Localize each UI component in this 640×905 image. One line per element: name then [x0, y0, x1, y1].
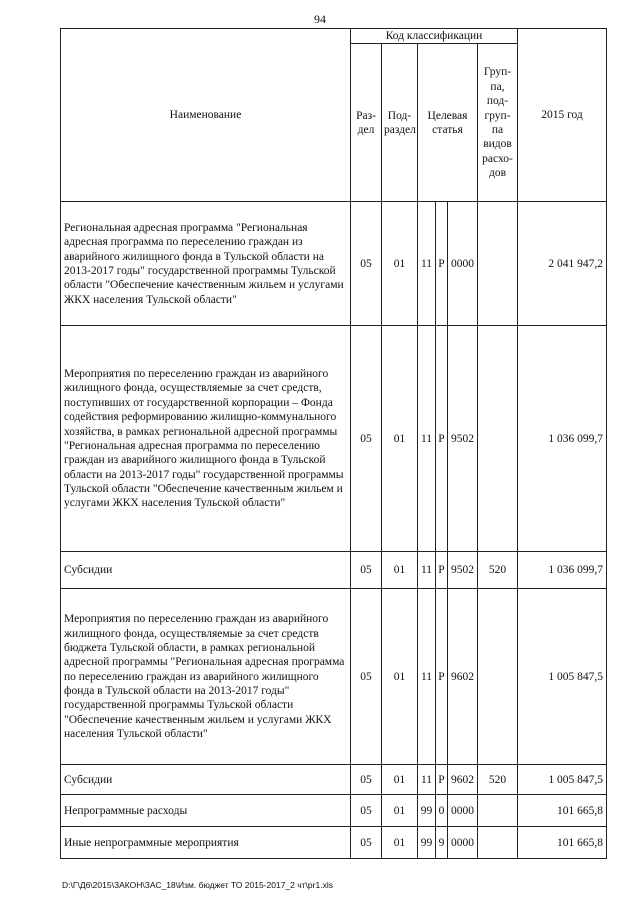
row-cs3: 0000 — [448, 795, 478, 827]
header-expense-group: Груп- па, под- груп- па видов расхо- дов — [478, 44, 518, 202]
row-podrazdel: 01 — [382, 202, 418, 326]
row-cs1: 11 — [418, 202, 436, 326]
row-cs2: Р — [436, 552, 448, 589]
row-cs3: 9602 — [448, 765, 478, 795]
row-vr — [478, 202, 518, 326]
row-razdel: 05 — [351, 326, 382, 552]
row-vr — [478, 827, 518, 859]
row-name: Мероприятия по переселению граждан из аварийного жилищного фонда, осуществляемые за счет средств бюджета Тульской области, в рамках региональной адресной программы "Региональная адресная программа по переселению граждан из аварийного жилищного фонда в Тульской области на 2013-2017 годы" государственной программы Тульской области "Обеспечение качественным жильем и услугами ЖКХ населения Тульской области" — [61, 589, 351, 765]
row-podrazdel: 01 — [382, 552, 418, 589]
file-path-footer: D:\Г\Д6\2015\ЗАКОН\ЗАС_18\Изм. бюджет ТО 2015-2017_2 чт\pr1.xls — [62, 880, 333, 890]
row-razdel: 05 — [351, 827, 382, 859]
table-row — [61, 589, 607, 765]
row-cs1: 99 — [418, 827, 436, 859]
row-cs3: 9502 — [448, 552, 478, 589]
header-name: Наименование — [61, 29, 351, 202]
header-classification: Код классификации — [351, 29, 518, 44]
table-row — [61, 827, 607, 859]
row-razdel: 05 — [351, 552, 382, 589]
row-cs1: 11 — [418, 765, 436, 795]
page-number: 94 — [314, 12, 326, 26]
row-amount: 1 005 847,5 — [518, 765, 607, 795]
header-year: 2015 год — [518, 29, 607, 202]
row-amount: 101 665,8 — [518, 827, 607, 859]
row-cs3: 0000 — [448, 202, 478, 326]
row-vr — [478, 326, 518, 552]
row-podrazdel: 01 — [382, 795, 418, 827]
row-cs2: Р — [436, 765, 448, 795]
row-vr: 520 — [478, 552, 518, 589]
row-name: Региональная адресная программа "Региональная адресная программа по переселению граждан из аварийного жилищного фонда в Тульской области на 2013-2017 годы" государственной программы Тульской области "Обеспечение качественным жильем и услугами ЖКХ населения Тульской области" — [61, 202, 351, 326]
row-cs3: 9602 — [448, 589, 478, 765]
row-razdel: 05 — [351, 765, 382, 795]
row-cs3: 0000 — [448, 827, 478, 859]
row-cs1: 99 — [418, 795, 436, 827]
row-name: Субсидии — [61, 552, 351, 589]
row-podrazdel: 01 — [382, 326, 418, 552]
header-subsection: Под- раздел — [382, 44, 418, 202]
row-vr: 520 — [478, 765, 518, 795]
row-podrazdel: 01 — [382, 827, 418, 859]
row-name: Мероприятия по переселению граждан из аварийного жилищного фонда, осуществляемые за счет средств, поступивших от государственной корпорации – Фонда содействия реформированию жилищно-коммунального хозяйства, в рамках региональной адресной программы "Региональная адресная программа по переселению граждан из аварийного жилищного фонда в Тульской области на 2013-2017 годы" государственной программы Тульской области "Обеспечение качественным жильем и услугами ЖКХ населения Тульской области" — [61, 326, 351, 552]
budget-table — [60, 28, 607, 859]
row-razdel: 05 — [351, 202, 382, 326]
row-cs3: 9502 — [448, 326, 478, 552]
row-cs2: Р — [436, 326, 448, 552]
row-cs2: Р — [436, 202, 448, 326]
row-podrazdel: 01 — [382, 765, 418, 795]
row-razdel: 05 — [351, 795, 382, 827]
row-name: Субсидии — [61, 765, 351, 795]
row-cs1: 11 — [418, 552, 436, 589]
header-row-top — [61, 29, 607, 44]
row-cs2: Р — [436, 589, 448, 765]
row-amount: 2 041 947,2 — [518, 202, 607, 326]
row-cs2: 0 — [436, 795, 448, 827]
row-cs1: 11 — [418, 326, 436, 552]
row-podrazdel: 01 — [382, 589, 418, 765]
table-row — [61, 326, 607, 552]
row-amount: 1 036 099,7 — [518, 552, 607, 589]
row-name: Непрограммные расходы — [61, 795, 351, 827]
row-cs1: 11 — [418, 589, 436, 765]
table-row — [61, 552, 607, 589]
header-section: Раз- дел — [351, 44, 382, 202]
row-name: Иные непрограммные мероприятия — [61, 827, 351, 859]
table-row — [61, 795, 607, 827]
row-cs2: 9 — [436, 827, 448, 859]
row-razdel: 05 — [351, 589, 382, 765]
row-amount: 101 665,8 — [518, 795, 607, 827]
table-row — [61, 765, 607, 795]
row-vr — [478, 589, 518, 765]
table-row — [61, 202, 607, 326]
header-target-article: Целевая статья — [418, 44, 478, 202]
row-vr — [478, 795, 518, 827]
row-amount: 1 005 847,5 — [518, 589, 607, 765]
row-amount: 1 036 099,7 — [518, 326, 607, 552]
